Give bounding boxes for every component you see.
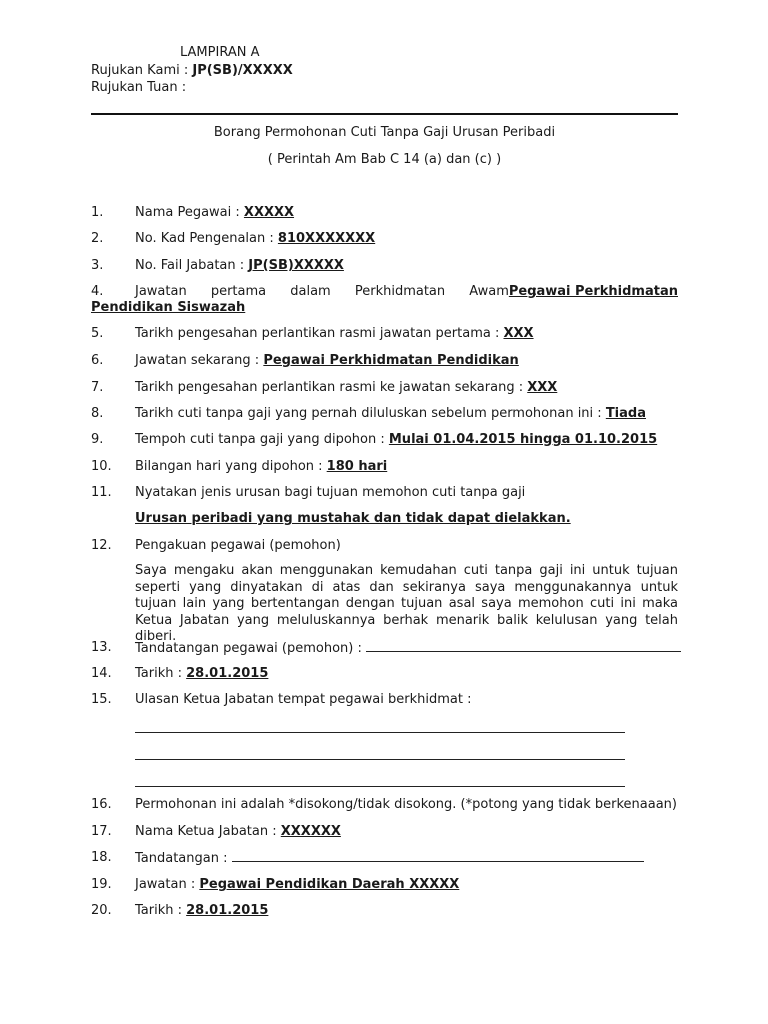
item-number: 14.: [91, 666, 112, 681]
item-value: 810XXXXXXX: [277, 231, 376, 246]
item-label: Tarikh pengesahan perlantikan rasmi jawatan pertama :: [135, 326, 500, 341]
item-label: Tarikh :: [135, 666, 182, 681]
item-number: 1.: [91, 205, 104, 220]
signature-line: [366, 640, 681, 652]
item-number: 16.: [91, 797, 112, 812]
our-reference-label: Rujukan Kami :: [91, 63, 189, 78]
appendix-title: LAMPIRAN A: [180, 45, 260, 60]
item-number: 17.: [91, 824, 112, 839]
item-value: XXX: [503, 326, 534, 341]
item-18: [135, 850, 644, 867]
item-value: XXXXX: [243, 205, 295, 220]
item-2: [135, 231, 375, 247]
item-number: 8.: [91, 406, 104, 421]
item-number: 5.: [91, 326, 104, 341]
item-label: Pengakuan pegawai (pemohon): [135, 538, 341, 553]
item-number: 15.: [91, 692, 112, 707]
item-19: [135, 877, 459, 893]
item-label: Jawatan sekarang :: [135, 353, 260, 368]
item-number: 20.: [91, 903, 112, 918]
item-number: 18.: [91, 850, 112, 865]
item-label: Ulasan Ketua Jabatan tempat pegawai berkhidmat :: [135, 692, 472, 707]
item-8: [135, 406, 646, 422]
item-number: 12.: [91, 538, 112, 553]
item-17: [135, 824, 341, 840]
item-number: 2.: [91, 231, 104, 246]
item-number: 4.: [91, 284, 104, 299]
item-label: Jawatan pertama dalam Perkhidmatan Awam :: [135, 284, 538, 299]
item-value: Urusan peribadi yang mustahak dan tidak dapat dielakkan.: [135, 511, 571, 526]
item-20: [135, 903, 268, 919]
item-13: [135, 640, 681, 657]
form-title: Borang Permohonan Cuti Tanpa Gaji Urusan Peribadi: [213, 125, 556, 140]
item-value: Pegawai Perkhidmatan Pendidikan: [263, 353, 519, 368]
item-value: XXX: [527, 380, 558, 395]
item-value: Pegawai Perkhidmatan: [508, 284, 678, 299]
declaration-paragraph: Saya mengaku akan menggunakan kemudahan cuti tanpa gaji ini untuk tujuan seperti yang dinyatakan di atas dan sekiranya saya menggunakannya untuk tujuan lain yang bertentangan dengan tujuan asal saya memohon cuti ini maka Ketua Jabatan yang meluluskannya berhak menarik balik kelulusan yang telah diberi.: [135, 563, 678, 644]
item-1: [135, 205, 294, 221]
item-label: No. Kad Pengenalan :: [135, 231, 274, 246]
item-7: [135, 380, 557, 396]
item-value: Tiada: [605, 406, 646, 421]
item-5: [135, 326, 534, 342]
comment-line: [135, 786, 625, 787]
comment-line: [135, 759, 625, 760]
item-14: [135, 666, 268, 682]
item-value: 28.01.2015: [186, 903, 269, 918]
header-divider: [91, 113, 678, 115]
item-label: No. Fail Jabatan :: [135, 258, 245, 273]
our-reference-value: JP(SB)/XXXXX: [192, 63, 293, 78]
item-value: XXXXXX: [280, 824, 341, 839]
item-value: Mulai 01.04.2015 hingga 01.10.2015: [388, 432, 658, 447]
item-label: Tempoh cuti tanpa gaji yang dipohon :: [135, 432, 385, 447]
item-label: Tandatangan :: [135, 851, 228, 866]
item-number: 19.: [91, 877, 112, 892]
your-reference-label: Rujukan Tuan :: [91, 80, 187, 95]
item-value: JP(SB)XXXXX: [248, 258, 344, 273]
item-value: Pegawai Pendidikan Daerah XXXXX: [199, 877, 460, 892]
item-label: Nama Pegawai :: [135, 205, 240, 220]
item-10: [135, 459, 387, 475]
item-number: 6.: [91, 353, 104, 368]
item-label: Nyatakan jenis urusan bagi tujuan memohon cuti tanpa gaji: [135, 485, 526, 500]
item-number: 13.: [91, 640, 112, 655]
our-reference: [91, 63, 293, 79]
comment-line: [135, 732, 625, 733]
item-value-continued: Pendidikan Siswazah: [91, 300, 246, 315]
item-number: 10.: [91, 459, 112, 474]
item-value: 180 hari: [326, 459, 388, 474]
item-4: [91, 284, 678, 300]
form-subtitle: ( Perintah Am Bab C 14 (a) dan (c) ): [267, 152, 502, 167]
signature-line: [232, 850, 644, 862]
item-number: 11.: [91, 485, 112, 500]
item-number: 7.: [91, 380, 104, 395]
item-value: 28.01.2015: [186, 666, 269, 681]
item-label: Jawatan :: [135, 877, 196, 892]
item-label: Tarikh cuti tanpa gaji yang pernah diluluskan sebelum permohonan ini :: [135, 406, 602, 421]
item-6: [135, 353, 519, 369]
item-number: 9.: [91, 432, 104, 447]
item-label: Tandatangan pegawai (pemohon) :: [135, 641, 362, 656]
item-label: Tarikh :: [135, 903, 182, 918]
item-label: Tarikh pengesahan perlantikan rasmi ke jawatan sekarang :: [135, 380, 524, 395]
item-9: [135, 432, 657, 448]
item-label: Permohonan ini adalah *disokong/tidak disokong. (*potong yang tidak berkenaaan): [135, 797, 677, 812]
item-3: [135, 258, 344, 274]
item-number: 3.: [91, 258, 104, 273]
item-label: Bilangan hari yang dipohon :: [135, 459, 323, 474]
item-label: Nama Ketua Jabatan :: [135, 824, 277, 839]
